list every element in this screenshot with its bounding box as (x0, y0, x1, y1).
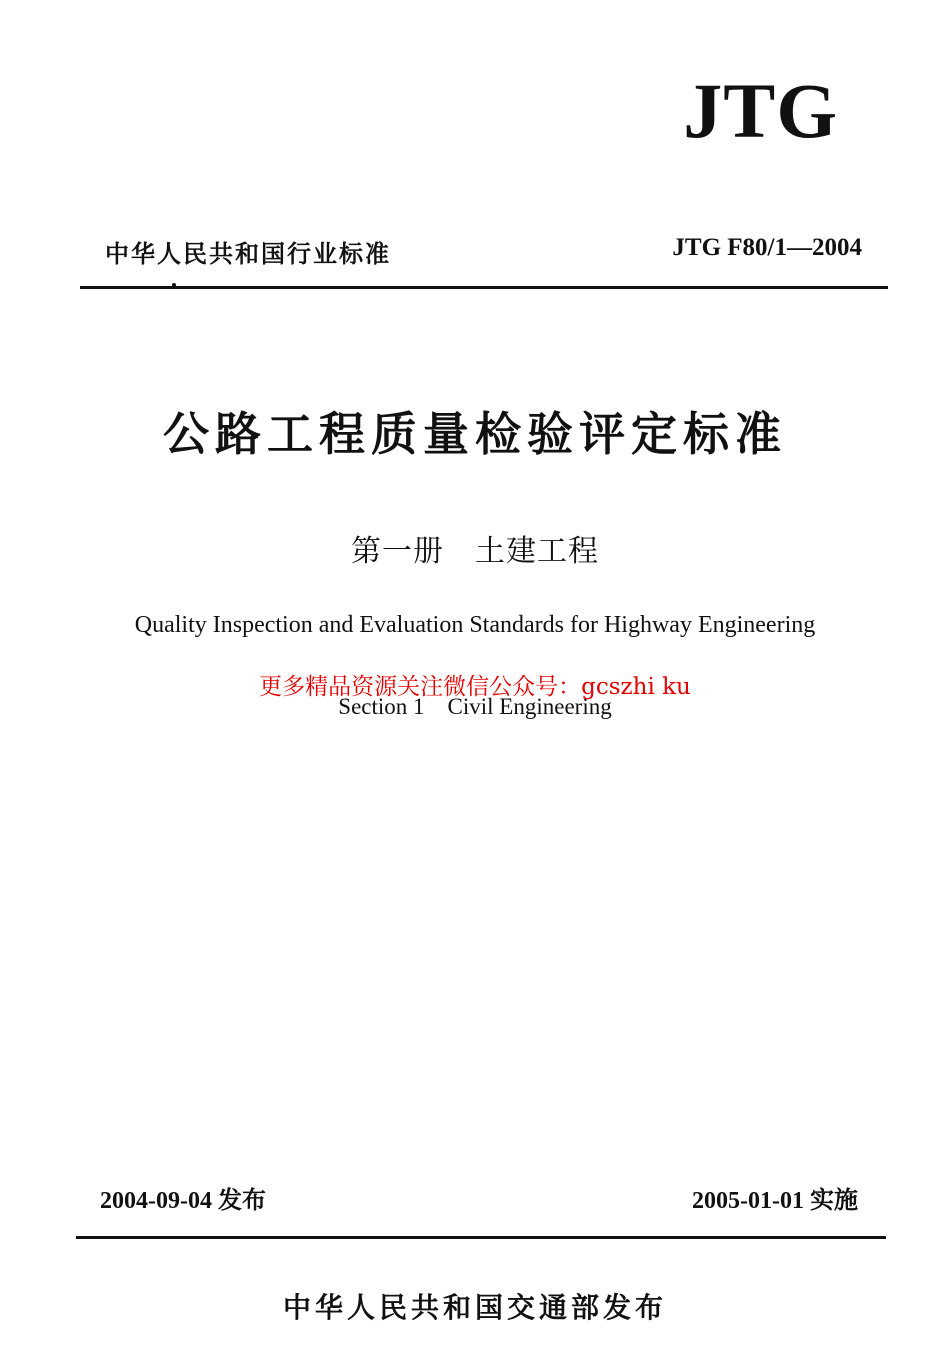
issue-date: 2004-09-04 发布 (100, 1188, 266, 1214)
standard-code: JTG F80/1—2004 (672, 234, 862, 261)
english-title: Quality Inspection and Evaluation Standards for Highway Engineering (134, 612, 816, 638)
divider-mark (172, 283, 176, 287)
document-subtitle: 第一册 土建工程 (351, 534, 599, 569)
standard-category: 中华人民共和国行业标准 (105, 240, 391, 268)
watermark-text: 更多精品资源关注微信公众号：gcszhi ku (259, 674, 691, 700)
effective-date: 2005-01-01 实施 (692, 1188, 858, 1214)
document-title: 公路工程质量检验评定标准 (163, 407, 787, 461)
top-divider (80, 286, 888, 289)
bottom-divider (76, 1236, 886, 1239)
publisher: 中华人民共和国交通部发布 (282, 1291, 667, 1324)
english-section: Section 1 Civil Engineering (338, 694, 612, 719)
jtg-logo: JTG (683, 67, 838, 154)
